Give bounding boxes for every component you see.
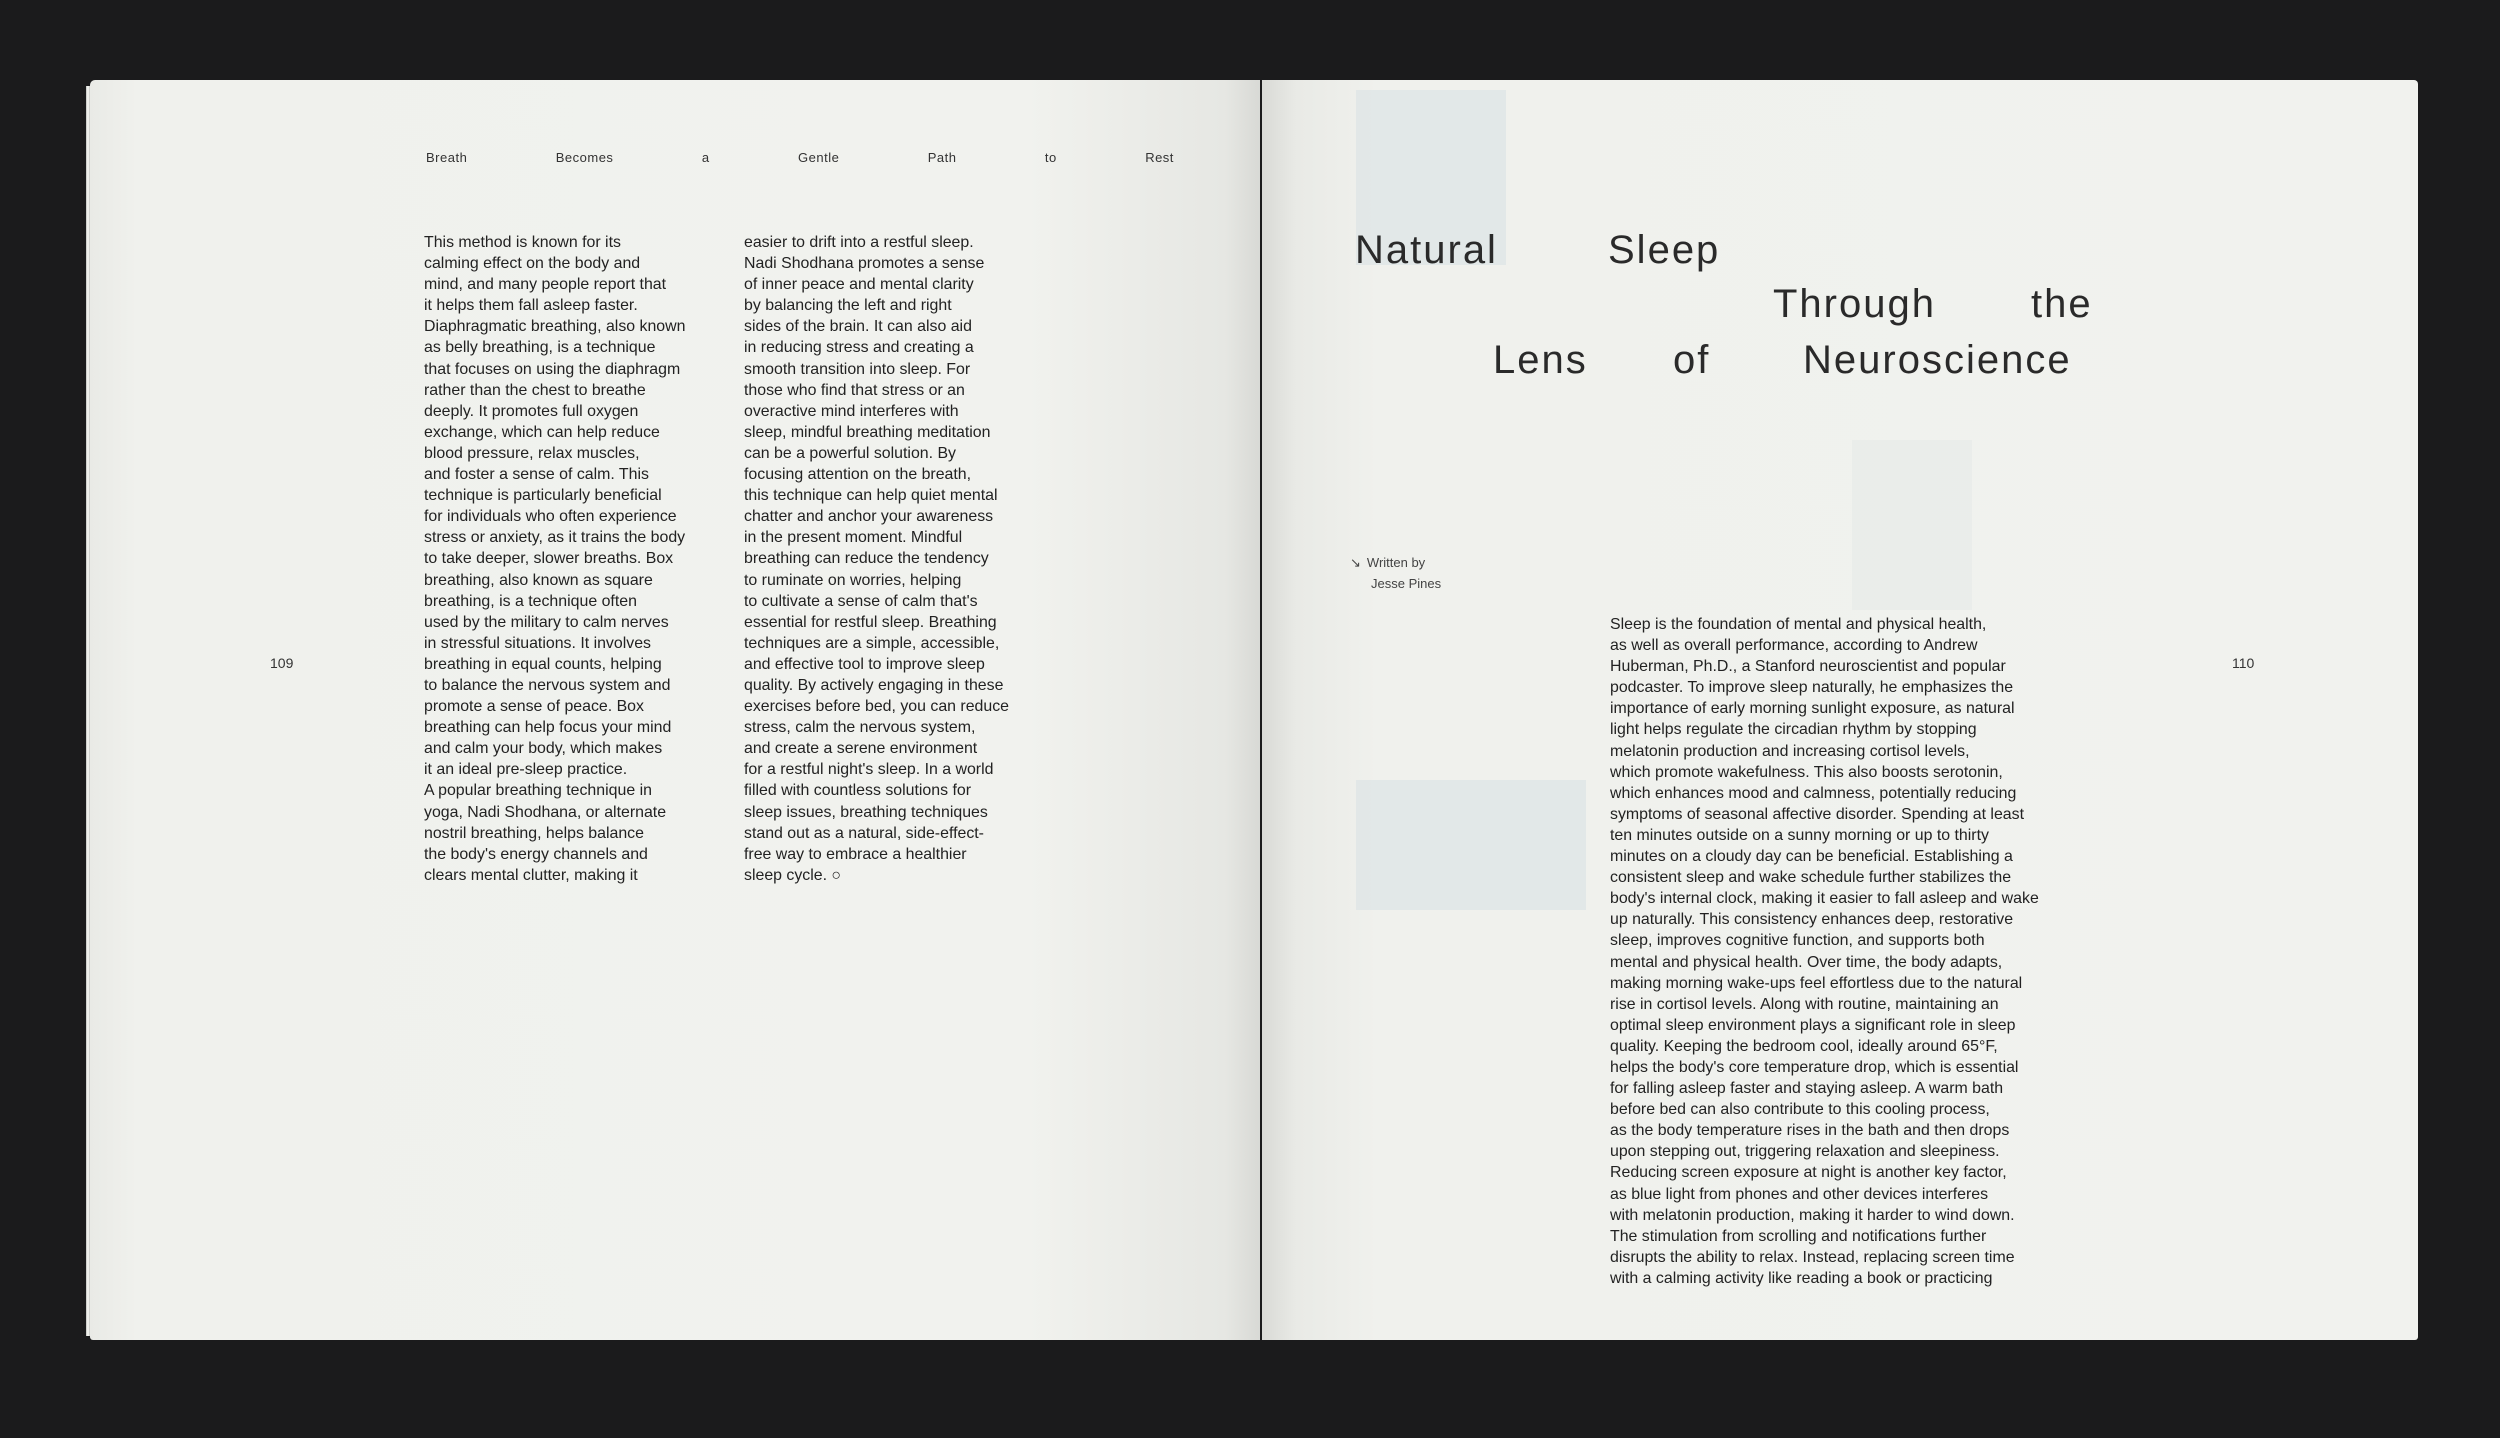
byline — [1350, 552, 1441, 594]
title-word: Natural — [1355, 228, 1498, 272]
page-number-right: 110 — [2232, 655, 2255, 671]
article-title — [1355, 228, 2105, 388]
running-head-word: Gentle — [798, 150, 840, 165]
running-head-word: Breath — [426, 150, 468, 165]
running-head-word: Rest — [1145, 150, 1174, 165]
arrow-down-right-icon: ↘ — [1350, 555, 1361, 570]
article-body: Sleep is the foundation of mental and physical health, as well as overall performance, according to Andrew Huberman, Ph.D., a Stanford neuroscientist and popular podcaster. To improve sleep naturally, he emphasizes the importance of early morning sunlight exposure, as natural light helps regulate the circadian rhythm by stopping melatonin production and increasing cortisol levels, which promote wakefulness. This also boosts serotonin, which enhances mood and calmness, potentially reducing symptoms of seasonal affective disorder. Spending at least ten minutes outside on a sunny morning or up to thirty minutes on a cloudy day can be beneficial. Establishing a consistent sleep and wake schedule further stabilizes the body's internal clock, making it easier to fall asleep and wake up naturally. This consistency enhances deep, restorative sleep, improves cognitive function, and supports both mental and physical health. Over time, the body adapts, making morning wake-ups feel effortless due to the natural rise in cortisol levels. Along with routine, maintaining an optimal sleep environment plays a significant role in sleep quality. Keeping the bedroom cool, ideally around 65°F, helps the body's core temperature drop, which is essential for falling asleep faster and staying asleep. A warm bath before bed can also contribute to this cooling process, as the body temperature rises in the bath and then drops upon stepping out, triggering relaxation and sleepiness. Reducing screen exposure at night is another key factor, as blue light from phones and other devices interferes with melatonin production, making it harder to wind down. The stimulation from scrolling and notifications further disrupts the ability to relax. Instead, replacing screen time with a calming activity like reading a book or practicing — [1610, 616, 2039, 1287]
title-word: Neuroscience — [1803, 338, 2072, 382]
show-through-image-bottom — [1356, 780, 1586, 910]
running-head-word: Becomes — [555, 150, 614, 165]
running-head-word: a — [701, 150, 710, 165]
title-word: the — [2031, 282, 2093, 326]
byline-label: Written by — [1366, 555, 1426, 570]
body-column-1: This method is known for its calming effect on the body and mind, and many people report that it helps them fall asleep faster. Diaphragmatic breathing, also known as belly breathing, is a technique that focuses on using the diaphragm rather than the chest to breathe deeply. It promotes full oxygen exchange, which can help reduce blood pressure, relax muscles, and foster a sense of calm. This technique is particularly beneficial for individuals who often experience stress or anxiety, as it trains the body to take deeper, slower breaths. Box breathing, also known as square breathing, is a technique often used by the military to calm nerves in stressful situations. It involves breathing in equal counts, helping to balance the nervous system and promote a sense of peace. Box breathing can help focus your mind and calm your body, which makes it an ideal pre-sleep practice. A popular breathing technique in yoga, Nadi Shodhana, or alternate nostril breathing, helps balance the body's energy channels and clears mental clutter, making it — [424, 234, 686, 884]
running-head-word: to — [1044, 150, 1057, 165]
body-column-2: easier to drift into a restful sleep. Nadi Shodhana promotes a sense of inner peace and mental clarity by balancing the left and right sides of the brain. It can also aid in reducing stress and creating a smooth transition into sleep. For those who find that stress or an overactive mind interferes with sleep, mindful breathing meditation can be a powerful solution. By focusing attention on the breath, this technique can help quiet mental chatter and anchor your awareness in the present moment. Mindful breathing can reduce the tendency to ruminate on worries, helping to cultivate a sense of calm that's essential for restful sleep. Breathing techniques are a simple, accessible, and effective tool to improve sleep quality. By actively engaging in these exercises before bed, you can reduce stress, calm the nervous system, and create a serene environment for a restful night's sleep. In a world filled with countless solutions for sleep issues, breathing techniques stand out as a natural, side-effect- free way to embrace a healthier sleep cycle. ○ — [744, 234, 1010, 884]
running-head — [426, 150, 1174, 165]
running-head-word: Path — [927, 150, 957, 165]
title-word: Lens — [1493, 338, 1588, 382]
page-number-left: 109 — [270, 655, 294, 671]
byline-author: Jesse Pines — [1371, 576, 1442, 591]
show-through-image-mid — [1852, 440, 1972, 610]
title-word: Through — [1773, 282, 1936, 326]
title-word: Sleep — [1608, 228, 1721, 272]
title-word: of — [1673, 338, 1711, 382]
